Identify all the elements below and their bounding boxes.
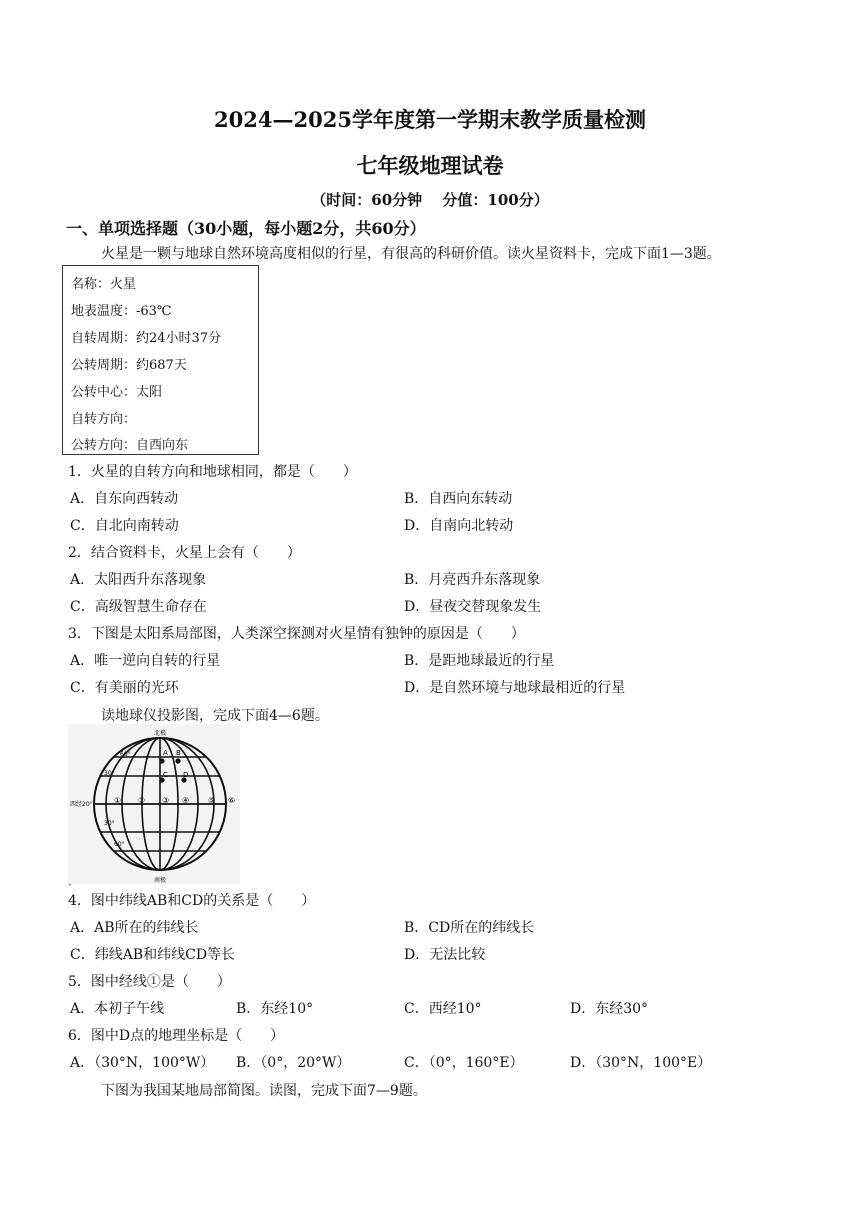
latitude-label: 30° [104, 770, 115, 777]
option-d: D．是自然环境与地球最相近的行星 [404, 680, 626, 696]
point-a-label: A [163, 749, 168, 757]
question-stem: 2．结合资料卡，火星上会有（ ） [68, 545, 301, 561]
point-d-label: D [183, 771, 189, 779]
option-d: D．无法比较 [404, 947, 486, 963]
option-c: C．有美丽的光环 [70, 680, 179, 696]
option-d: D．自南向北转动 [404, 518, 514, 534]
option-b: B．月亮西升东落现象 [404, 572, 541, 588]
option-a: A．太阳西升东落现象 [70, 572, 207, 588]
option-a: A．（30°N，100°W） [70, 1055, 215, 1071]
meridian-mark: ⑥ [228, 796, 236, 805]
option-a: A．AB所在的纬线长 [70, 920, 199, 936]
latitude-label: 30° [104, 820, 115, 827]
card-line: 地表温度：-63℃ [71, 304, 172, 319]
map-intro: 下图为我国某地局部简图。读图，完成下面7—9题。 [101, 1083, 427, 1099]
option-c: C．高级智慧生命存在 [70, 599, 207, 615]
point-c-label: C [163, 771, 168, 779]
option-c: C．西经10° [404, 1001, 482, 1017]
option-b: B．东经10° [236, 1001, 314, 1017]
option-b: B．CD所在的纬线长 [404, 920, 535, 936]
section-heading: 一、单项选择题（30小题，每小题2分，共60分） [66, 219, 426, 238]
point-b-label: B [176, 749, 181, 757]
card-line: 公转周期：约687天 [71, 358, 187, 373]
globe-svg [68, 724, 240, 884]
option-a: A．本初子午线 [70, 1001, 165, 1017]
option-b: B．（0°，20°W） [236, 1055, 351, 1071]
globe-intro: 读地球仪投影图，完成下面4—6题。 [101, 708, 329, 724]
option-c: C．（0°，160°E） [404, 1055, 524, 1071]
latitude-label: 60° [120, 751, 131, 758]
meridian-mark: ③ [162, 796, 170, 805]
north-pole-label: 北极 [153, 730, 167, 737]
latitude-label: 60° [114, 841, 125, 848]
meridian-mark: ④ [182, 796, 190, 805]
question-stem: 5．图中经线①是（ ） [68, 974, 231, 990]
option-b: B．是距地球最近的行星 [404, 653, 555, 669]
option-d: D．昼夜交替现象发生 [404, 599, 542, 615]
option-a: A．自东向西转动 [70, 491, 179, 507]
question-stem: 4．图中纬线AB和CD的关系是（ ） [68, 893, 316, 909]
meridian-mark: ② [138, 796, 146, 805]
question-stem: 3．下图是太阳系局部图，人类深空探测对火星情有独钟的原因是（ ） [68, 626, 525, 642]
mars-data-card [62, 265, 259, 455]
question-stem: 1．火星的自转方向和地球相同，都是（ ） [68, 464, 357, 480]
south-pole-label: 南极 [153, 877, 167, 884]
option-a: A．唯一逆向自转的行星 [70, 653, 221, 669]
west-longitude-label: 西经20° [70, 801, 93, 808]
globe-figure [68, 724, 240, 884]
point-b [175, 758, 180, 763]
exam-meta: （时间：60分钟 分值：100分） [311, 191, 549, 209]
option-d: D．（30°N，100°E） [570, 1055, 712, 1071]
card-line: 公转中心：太阳 [71, 385, 163, 400]
option-d: D．东经30° [570, 1001, 649, 1017]
stray-mark: ˎ [68, 872, 72, 886]
section-intro: 火星是一颗与地球自然环境高度相似的行星，有很高的科研价值。读火星资料卡，完成下面1—3题。 [101, 246, 721, 262]
meridian-mark: ① [114, 796, 122, 805]
card-line: 公转方向：自西向东 [71, 438, 189, 453]
question-stem: 6．图中D点的地理坐标是（ ） [68, 1028, 285, 1044]
card-line: 自转周期：约24小时37分 [71, 331, 222, 346]
card-line: 名称：火星 [71, 277, 137, 292]
point-a [159, 758, 164, 763]
option-b: B．自西向东转动 [404, 491, 513, 507]
exam-subtitle: 七年级地理试卷 [356, 153, 504, 178]
option-c: C．纬线AB和纬线CD等长 [70, 947, 236, 963]
option-c: C．自北向南转动 [70, 518, 179, 534]
exam-title: 2024—2025学年度第一学期末教学质量检测 [214, 107, 646, 132]
meridian-mark: ⑤ [208, 796, 216, 805]
card-line: 自转方向： [71, 412, 137, 427]
